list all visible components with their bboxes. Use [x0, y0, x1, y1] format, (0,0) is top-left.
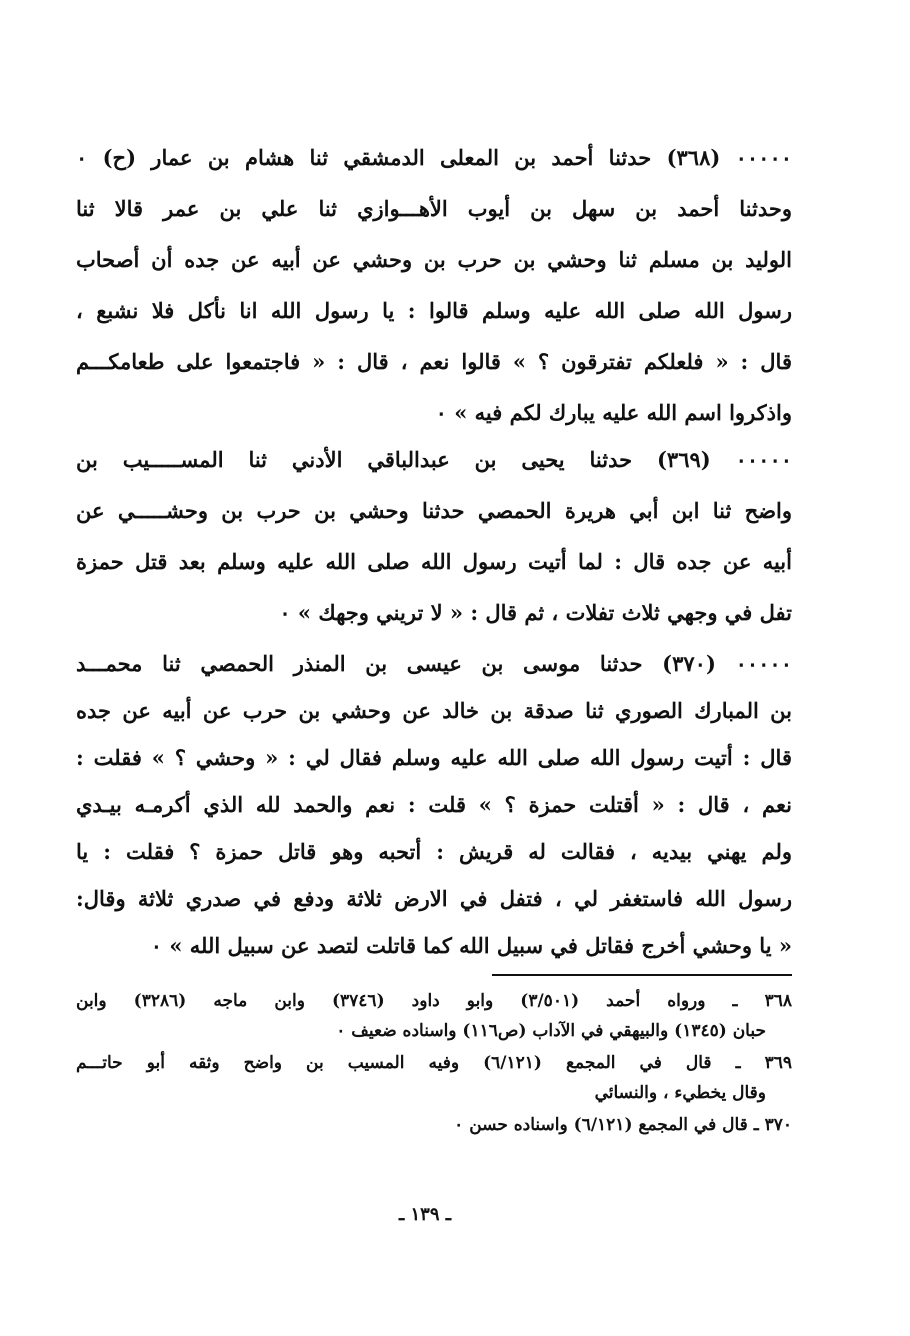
text-line: ٠٠٠٠٠ (٣٦٨) حدثنا أحمد بن المعلى الدمشقي ثنا هشام بن عمار (ح) ٠	[76, 145, 793, 170]
text-line: واذكروا اسم الله عليه يبارك لكم فيه » ٠	[435, 400, 792, 425]
text-line: رسول الله فاستغفر لي ، فتفل في الارض ثلاثة ودفع في صدري ثلاثة وقال:	[76, 886, 792, 911]
text-line: ولم يهني بيديه ، فقالت له قريش : أتحبه وهو قاتل حمزة ؟ فقلت : يا	[76, 839, 792, 864]
text-line: رسول الله صلى الله عليه وسلم قالوا : يا رسول الله انا نأكل فلا نشبع ،	[76, 298, 792, 323]
text-line: ٠٠٠٠٠ (٣٧٠) حدثنا موسى بن عيسى بن المنذر الحمصي ثنا محمـــد	[76, 651, 792, 676]
text-line: أبيه عن جده قال : لما أتيت رسول الله صلى الله عليه وسلم بعد قتل حمزة	[76, 549, 792, 574]
page-number: ـ ١٣٩ ـ	[398, 1204, 452, 1225]
footnote-line: ٣٧٠ ـ قال في المجمع (٦/١٢١) واسناده حسن ٠	[454, 1115, 792, 1135]
text-line: وحدثنا أحمد بن سهل بن أيوب الأهـــوازي ثنا علي بن عمر قالا ثنا	[76, 196, 792, 221]
text-line: تفل في وجهي ثلاث تفلات ، ثم قال : « لا تريني وجهك » ٠	[279, 600, 792, 625]
footnote-line: ٣٦٨ ـ ورواه أحمد (٣/٥٠١) وابو داود (٣٧٤٦) وابن ماجه (٣٢٨٦) وابن	[76, 991, 792, 1011]
text-line: الوليد بن مسلم ثنا وحشي بن حرب بن وحشي عن أبيه عن جده أن أصحاب	[76, 247, 792, 272]
text-line: ٠٠٠٠٠ (٣٦٩) حدثنا يحيى بن عبدالباقي الأدني ثنا المســـــيب بن	[76, 447, 793, 472]
text-line: قال : « فلعلكم تفترقون ؟ » قالوا نعم ، قال : « فاجتمعوا على طعامكـــم	[76, 349, 792, 374]
text-line: واضح ثنا ابن أبي هريرة الحمصي حدثنا وحشي بن حرب بن وحشـــــي عن	[76, 498, 792, 523]
footnote-divider	[492, 974, 792, 976]
text-line: « يا وحشي أخرج فقاتل في سبيل الله كما قاتلت لتصد عن سبيل الله » ٠	[150, 933, 792, 958]
footnote-line: حبان (١٣٤٥) والبيهقي في الآداب (ص١١٦) واسناده ضعيف ٠	[336, 1021, 766, 1041]
text-line: نعم ، قال : « أقتلت حمزة ؟ » قلت : نعم والحمد لله الذي أكرمـه بيـدي	[76, 792, 792, 817]
footnote-line: ٣٦٩ ـ قال في المجمع (٦/١٢١) وفيه المسيب بن واضح وثقه أبو حاتـــم	[76, 1053, 792, 1073]
text-line: قال : أتيت رسول الله صلى الله عليه وسلم فقال لي : « وحشي ؟ » فقلت :	[76, 745, 792, 770]
text-line: بن المبارك الصوري ثنا صدقة بن خالد عن وحشي بن حرب عن أبيه عن جده	[76, 698, 792, 723]
footnote-line: وقال يخطيء ، والنسائي	[594, 1083, 766, 1103]
